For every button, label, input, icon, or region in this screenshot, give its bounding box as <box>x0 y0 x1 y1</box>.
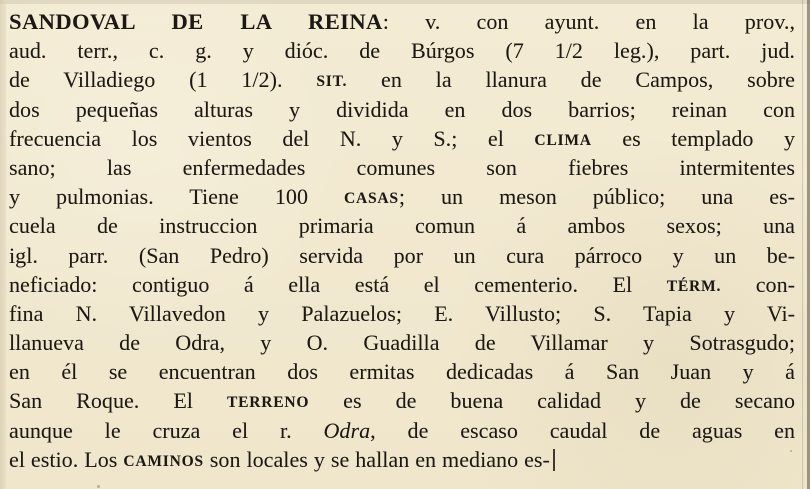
small-caps-term: TÉRM. <box>666 277 722 295</box>
article-text-segment: dos pequeñas alturas y dividida en dos barrios; reinan con <box>9 96 795 122</box>
article-text-segment: igl. parr. (San Pedro) servida por un cura párroco y un be- <box>9 242 795 268</box>
article-text-segment: San Roque. El <box>9 388 227 414</box>
article-text-segment: el estio. Los <box>9 446 124 472</box>
small-caps-term: CASAS <box>344 190 399 208</box>
left-paper-edge <box>0 0 6 489</box>
article-text-segment: aunque le cruza el r. <box>9 417 324 443</box>
article-line <box>9 211 795 240</box>
small-caps-term: TERRENO <box>226 394 310 412</box>
italic-term: Odra <box>323 417 371 443</box>
article-line <box>9 95 795 124</box>
article-text-segment: con- <box>721 271 795 297</box>
article-text-segment: fina N. Villavedon y Palazuelos; E. Villusto; S. Tapia y Vi- <box>9 300 795 326</box>
article-text-segment: es templado y <box>591 125 796 151</box>
article-text-segment: sano; las enfermedades comunes son fiebres intermitentes <box>9 154 795 180</box>
article-text-segment: es de buena calidad y de secano <box>309 388 795 414</box>
entry-headword: SANDOVAL DE LA REINA <box>9 9 383 34</box>
article-line <box>9 357 795 386</box>
right-inner-hairline <box>802 0 803 489</box>
article-line <box>9 241 795 270</box>
article-line <box>9 328 795 357</box>
article-text-segment: son locales y se hallan en mediano es- <box>203 446 550 472</box>
line-end-rule <box>553 449 555 471</box>
article-text-segment: : v. con ayunt. en la prov., <box>382 9 795 34</box>
dictionary-entry-article <box>9 7 795 479</box>
article-text-segment: en la llanura de Campos, sobre <box>347 67 795 93</box>
article-text-segment: y pulmonias. Tiene 100 <box>9 184 345 210</box>
small-caps-term: SIT. <box>316 73 348 91</box>
article-line <box>9 299 795 328</box>
article-line <box>9 36 795 65</box>
article-line <box>9 445 795 474</box>
article-line <box>9 65 795 94</box>
article-line <box>9 153 795 182</box>
small-caps-term: CLIMA <box>534 131 592 149</box>
article-text-segment: , de escaso caudal de aguas en <box>370 417 795 443</box>
article-line <box>9 7 795 36</box>
article-line <box>9 124 795 153</box>
article-text-segment: neficiado: contiguo á ella está el cementerio. El <box>9 271 667 297</box>
article-text-segment: aud. terr., c. g. y dióc. de Búrgos (7 1/2 leg.), part. jud. <box>9 38 795 64</box>
article-line <box>9 270 795 299</box>
article-line <box>9 386 795 415</box>
article-text-segment: cuela de instruccion primaria comun á ambos sexos; una <box>9 213 795 239</box>
article-text-segment: llanueva de Odra, y O. Guadilla de Villamar y Sotrasgudo; <box>9 330 795 356</box>
article-text-segment: de Villadiego (1 1/2). <box>9 67 317 93</box>
article-text-segment: ; un meson público; una es- <box>398 184 795 210</box>
small-caps-term: CAMINOS <box>123 452 204 470</box>
article-text-segment: en él se encuentran dos ermitas dedicadas á San Juan y á <box>9 359 795 385</box>
article-text-segment: frecuencia los vientos del N. y S.; el <box>9 125 535 151</box>
article-line <box>9 416 795 445</box>
article-line <box>9 182 795 211</box>
paper-speck <box>97 485 100 488</box>
scan-top-edge <box>0 0 810 4</box>
